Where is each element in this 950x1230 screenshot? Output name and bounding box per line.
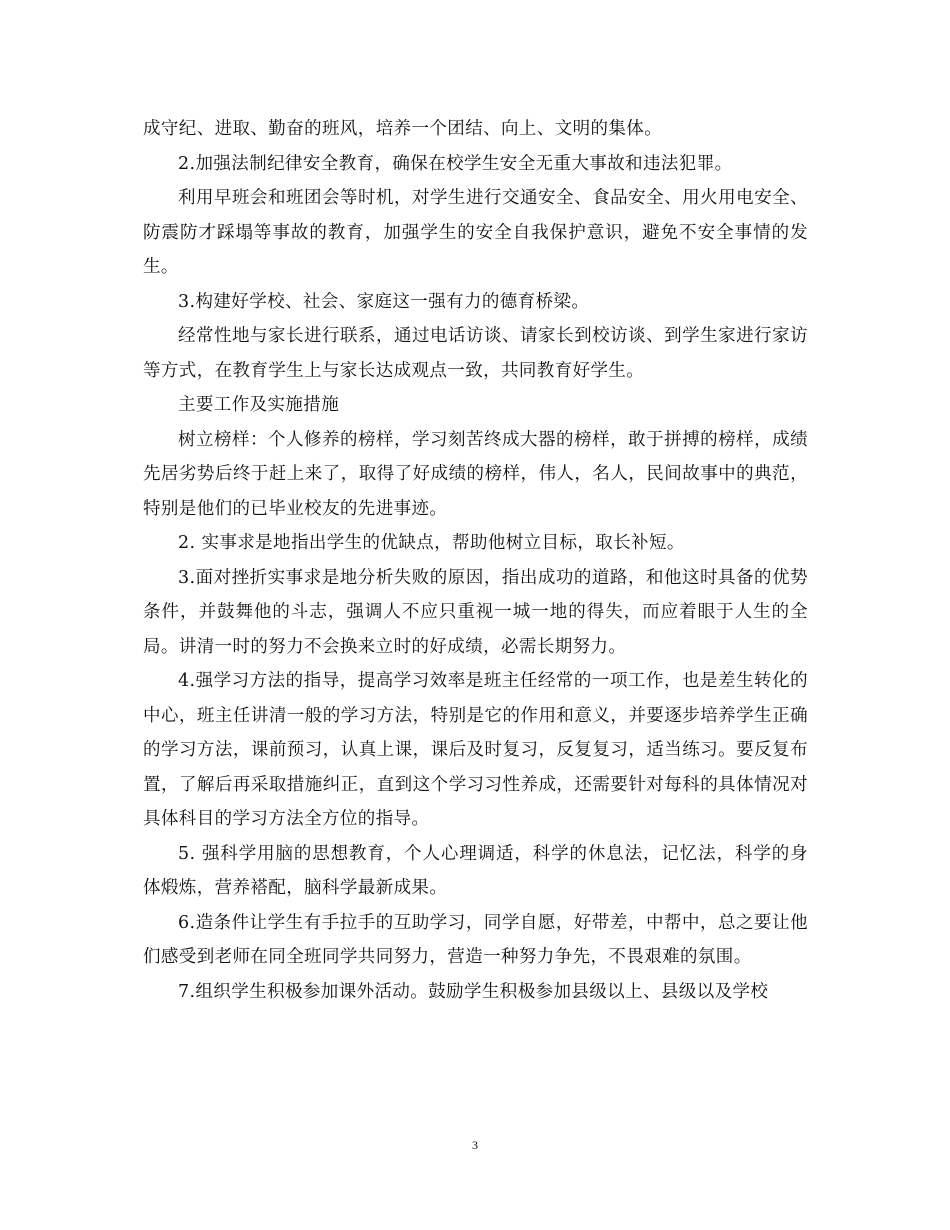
page-number: 3 [472, 1138, 478, 1152]
paragraph: 树立榜样：个人修养的榜样，学习刻苦终成大器的榜样，敢于拼搏的榜样，成绩先居劣势后终于赶上来了，取得了好成绩的榜样，伟人，名人，民间故事中的典范，特别是他们的已毕业校友的先进事迹。 [143, 429, 808, 519]
paragraph: 2.加强法制纪律安全教育，确保在校学生安全无重大事故和违法犯罪。 [178, 153, 733, 174]
document-body [143, 112, 808, 1009]
paragraph: 4.强学习方法的指导，提高学习效率是班主任经常的一项工作，也是差生转化的中心，班主任讲清一般的学习方法，特别是它的作用和意义，并要逐步培养学生正确的学习方法，课前预习，认真上课，课后及时复习，反复复习，适当练习。要反复布置，了解后再采取措施纠正，直到这个学习习性养成，还需要针对每科的具体情况对具体科目的学习方法全方位的指导。 [143, 671, 808, 829]
paragraph: 成守纪、进取、勤奋的班风，培养一个团结、向上、文明的集体。 [143, 119, 663, 139]
paragraph: 5. 强科学用脑的思想教育，个人心理调适，科学的休息法，记忆法，科学的身体煅炼，营养褡配，脑科学最新成果。 [143, 843, 808, 898]
paragraph: 7.组织学生积极参加课外活动。鼓励学生积极参加县级以上、县级以及学校 [178, 981, 769, 1002]
paragraph: 2. 实事求是地指出学生的优缺点，帮助他树立目标，取长补短。 [178, 533, 685, 553]
paragraph: 经常性地与家长进行联系，通过电话访谈、请家长到校访谈、到学生家进行家访等方式，在教育学生上与家长达成观点一致，共同教育好学生。 [143, 326, 808, 381]
paragraph: 3.面对挫折实事求是地分析失败的原因，指出成功的道路，和他这时具备的优势条件，并鼓舞他的斗志，强调人不应只重视一城一地的得失，而应着眼于人生的全局。讲清一时的努力不会换来立时的好成绩，必需长期努力。 [143, 567, 808, 657]
section-heading: 主要工作及实施措施 [178, 395, 340, 415]
paragraph: 6.造条件让学生有手拉手的互助学习，同学自愿，好带差，中帮中，总之要让他们感受到老师在同全班同学共同努力，营造一种努力争先，不畏艰难的氛围。 [143, 912, 808, 967]
paragraph: 利用早班会和班团会等时机，对学生进行交通安全、食品安全、用火用电安全、防震防才踩塌等事故的教育，加强学生的安全自我保护意识，避免不安全事情的发生。 [143, 188, 808, 277]
paragraph: 3.构建好学校、社会、家庭这一强有力的德育桥梁。 [178, 291, 590, 312]
